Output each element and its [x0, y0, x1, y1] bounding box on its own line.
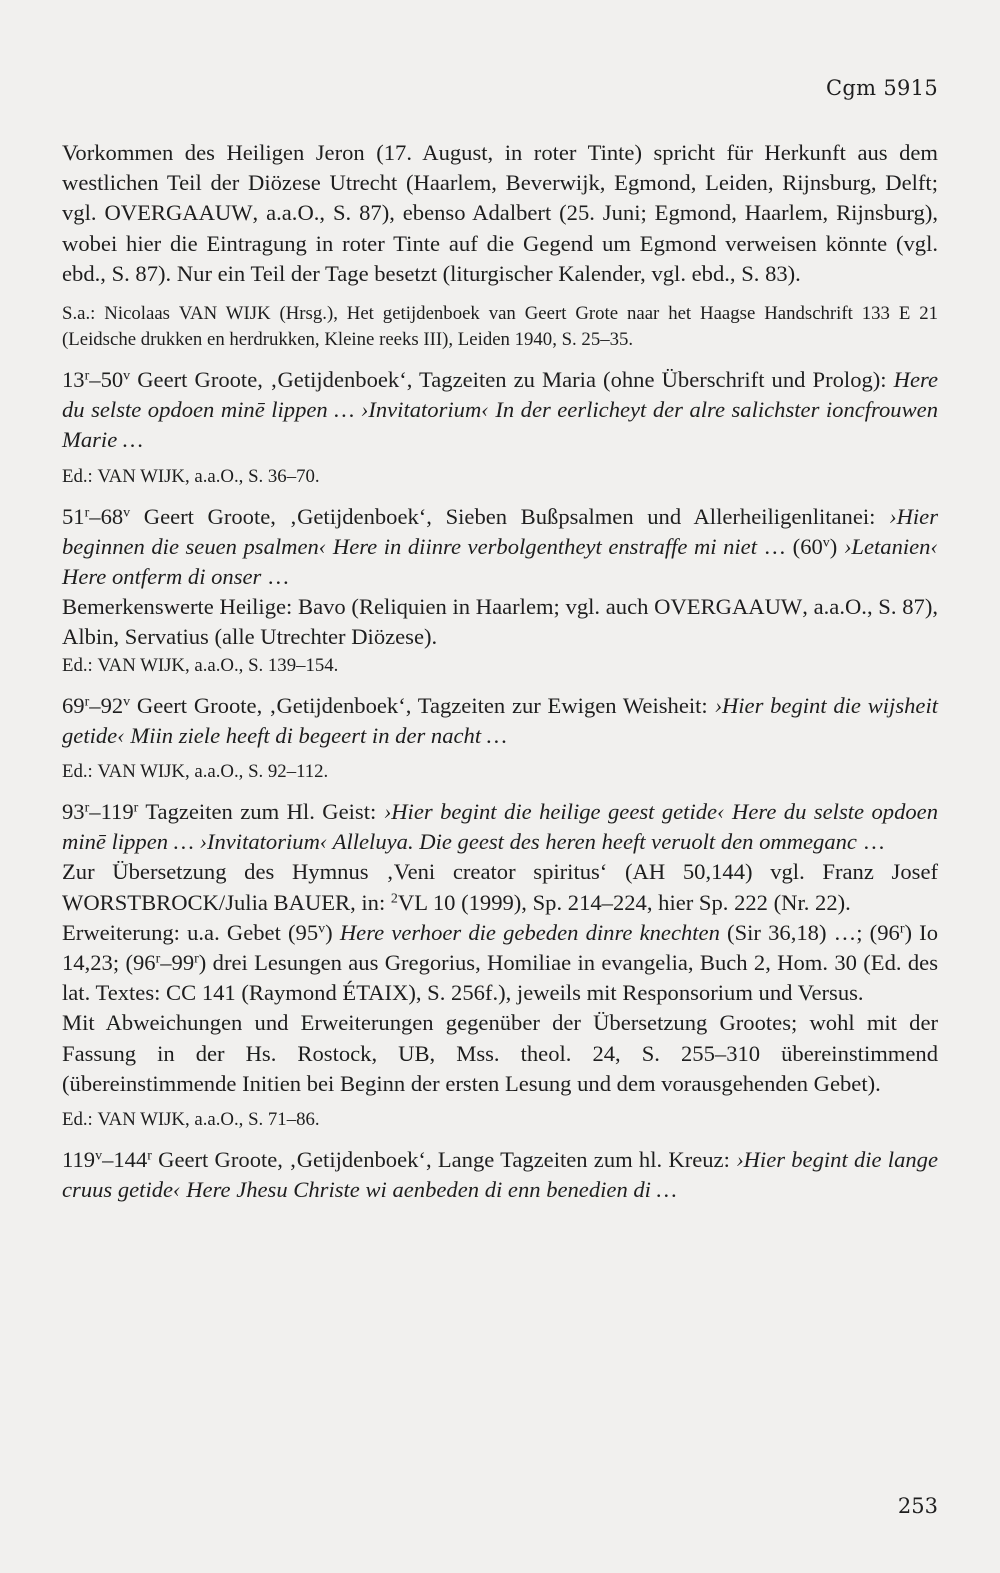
item-holy-spirit-hours: 93$^r$–119$^r$ Tagzeiten zum Hl. Geist: ›Hier begint die heilige geest getide‹ Here du selste opdoen minē lippen … ›Invitatorium‹ Alleluya. Die geest des heren heeft veruolt den ommeganc … — [62, 799, 938, 855]
item-hours-of-the-cross: 119$^v$–144$^r$ Geert Groote, ‚Getijdenboek‘, Lange Tagzeiten zum hl. Kreuz: ›Hier begint die lange cruus getide‹ Here Jhesu Christe wi aenbeden di enn benedien di … — [62, 1147, 938, 1203]
edition-reference: Ed.: VAN WIJK, a.a.O., S. 71–86. — [62, 1109, 320, 1131]
provenance-paragraph: Vorkommen des Heiligen Jeron (17. August, in roter Tinte) spricht für Herkunft aus dem westlichen Teil der Diözese Utrecht (Haarlem, Beverwijk, Egmond, Leiden, Rijnsburg, Delft; vgl. OVERGAAUW, a.a.O., S. 87), ebenso Adalbert (25. Juni; Egmond, Haarlem, Rijnsburg), wobei hier die Eintragung in roter Tinte auf die Gegend um Egmond verweisen könnte (vgl. ebd., S. 87). Nur ein Teil der Tage besetzt (liturgischer Kalender, vgl. ebd., S. 83). — [62, 140, 938, 286]
catalog-entry-body — [62, 138, 938, 1205]
item-penitential-psalms: 51$^r$–68$^v$ Geert Groote, ‚Getijdenboek‘, Sieben Bußpsalmen und Allerheiligenlitanei: ›Hier beginnen die seuen psalmen‹ Here in diinre verbolgentheyt enstraffe mi niet … (60$^v$) ›Letanien‹ Here ontferm di onser … — [62, 503, 938, 590]
edition-reference: Ed.: VAN WIJK, a.a.O., S. 92–112. — [62, 761, 329, 783]
item-eternal-wisdom: 69$^r$–92$^v$ Geert Groote, ‚Getijdenboek‘, Tagzeiten zur Ewigen Weisheit: ›Hier begint die wijsheit getide‹ Miin ziele heeft di begeert in der nacht … — [62, 692, 938, 748]
edition-reference: Ed.: VAN WIJK, a.a.O., S. 139–154. — [62, 654, 339, 676]
item-hours-of-mary: 13$^r$–50$^v$ Geert Groote, ‚Getijdenboek‘, Tagzeiten zu Maria (ohne Überschrift und Prolog): Here du selste opdoen minē lippen … ›Invitatorium‹ In der eerlicheyt der alre salichster ioncfrouwen Marie … — [62, 367, 938, 453]
running-header-shelfmark: Cgm 5915 — [826, 76, 938, 100]
hymn-translation-note: Zur Übersetzung des Hymnus ‚Veni creator spiritus‘ (AH 50,144) vgl. Franz Josef WORSTBROCK/Julia BAUER, in: $^2$VL 10 (1999), Sp. 214–224, hier Sp. 222 (Nr. 22). — [62, 859, 938, 915]
edition-reference: Ed.: VAN WIJK, a.a.O., S. 36–70. — [62, 465, 320, 487]
page-number: 253 — [897, 1494, 938, 1518]
see-also-reference: S.a.: Nicolaas VAN WIJK (Hrsg.), Het getijdenboek van Geert Grote naar het Haagse Handschrift 133 E 21 (Leidsche drukken en herdrukken, Kleine reeks III), Leiden 1940, S. 25–35. — [62, 303, 938, 351]
notable-saints-note: Bemerkenswerte Heilige: Bavo (Reliquien in Haarlem; vgl. auch OVERGAAUW, a.a.O., S. 87), Albin, Servatius (alle Utrechter Diözese). — [62, 594, 938, 650]
extension-note: Erweiterung: u.a. Gebet (95$^v$) Here verhoer die gebeden dinre knechten (Sir 36,18) …; (96$^r$) Io 14,23; (96$^r$–99$^r$) drei Lesungen aus Gregorius, Homiliae in evangelia, Buch 2, Hom. 30 (Ed. des lat. Textes: CC 141 (Raymond ÉTAIX), S. 256f.), jeweils mit Responsorium und Versus. — [62, 919, 938, 1006]
variant-note: Mit Abweichungen und Erweiterungen gegenüber der Übersetzung Grootes; wohl mit der Fassung in der Hs. Rostock, UB, Mss. theol. 24, S. 255–310 übereinstimmend (übereinstimmende Initien bei Beginn der ersten Lesung und dem vorausgehenden Gebet). — [62, 1010, 938, 1096]
